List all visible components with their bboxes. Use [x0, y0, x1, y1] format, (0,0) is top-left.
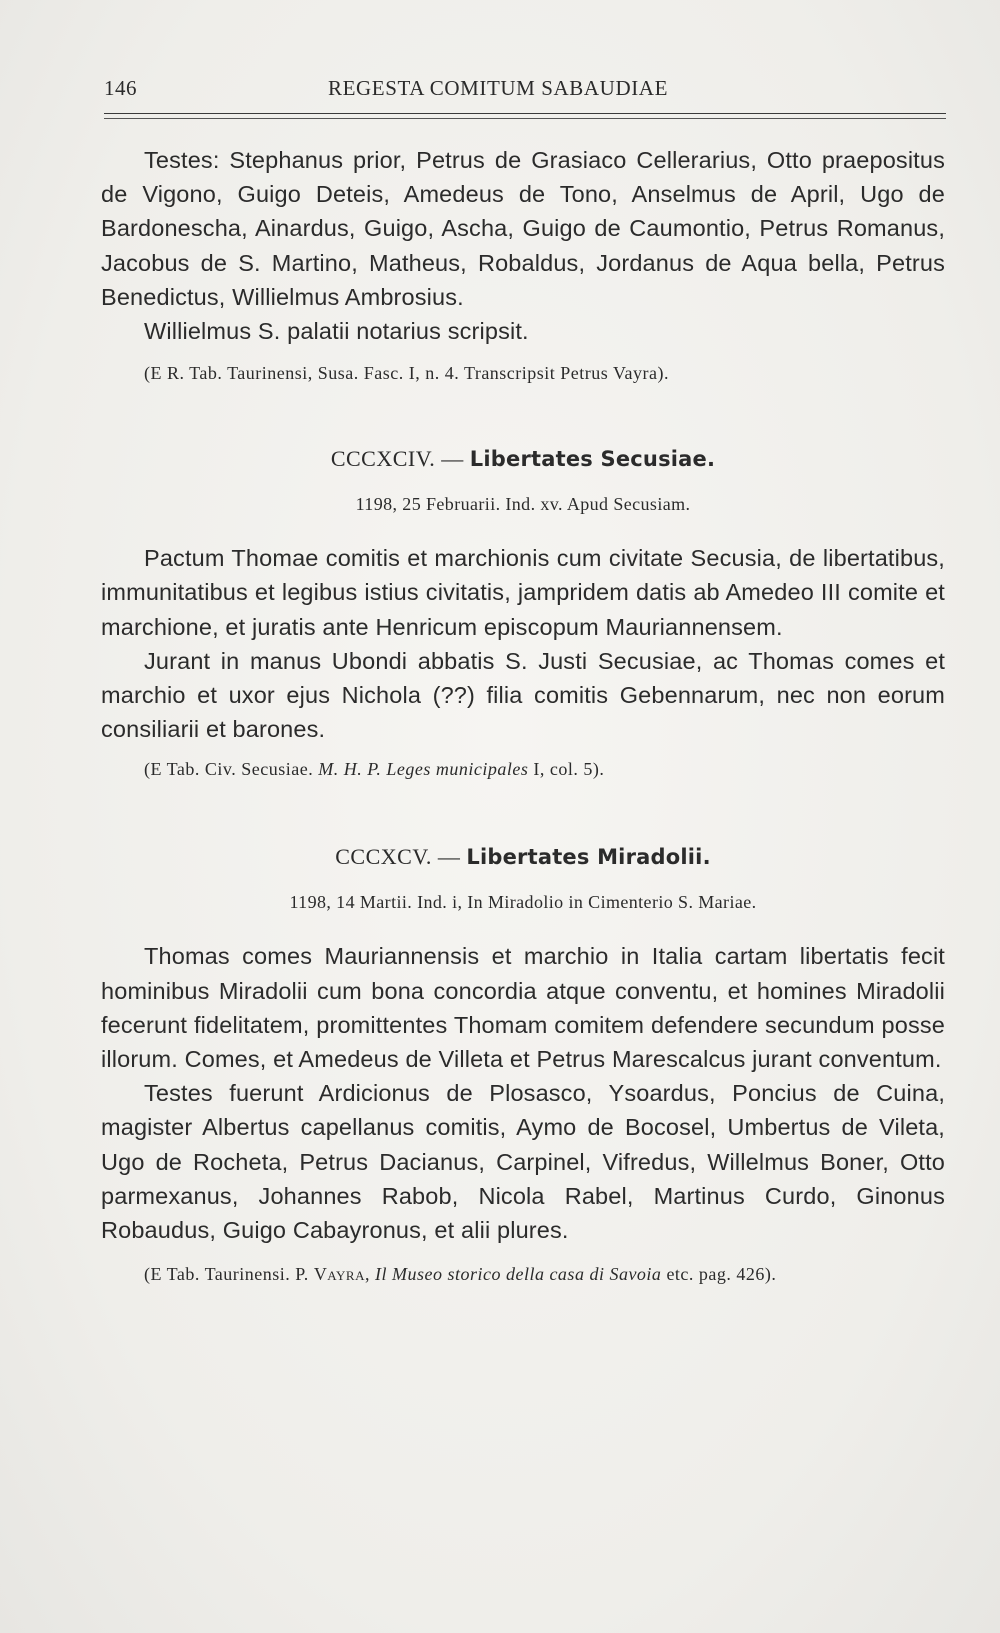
- notary-line: Willielmus S. palatii notarius scripsit.: [144, 318, 529, 345]
- charter-heading-394: [101, 446, 945, 472]
- source-suffix: I, col. 5).: [533, 759, 605, 780]
- charter-title: Libertates Miradolii.: [466, 845, 711, 870]
- heading-dash: —: [441, 446, 464, 472]
- source-prefix: (E Tab. Civ. Secusiae.: [144, 759, 314, 780]
- witness-list-paragraph: Testes: Stephanus prior, Petrus de Grasiaco Cellerarius, Otto praepositus de Vigono, Guigo Deteis, Amedeus de Tono, Anselmus de April, Ugo de Bardonescha, Ainardus, Guigo, Ascha, Guigo de Caumontio, Petrus Romanus, Jacobus de S. Martino, Matheus, Robaldus, Jordanus de Aqua bella, Petrus Benedictus, Willielmus Ambrosius.: [101, 147, 945, 310]
- source-work: Il Museo storico della casa di Savoia: [374, 1264, 662, 1285]
- charter-394-paragraph-2: Jurant in manus Ubondi abbatis S. Justi Secusiae, ac Thomas comes et marchio et uxor ejus Nichola (??) filia comitis Gebennarum, nec non eorum consiliarii et barones.: [101, 647, 945, 743]
- source-author: Vayra: [313, 1264, 365, 1285]
- source-suffix: etc. pag. 426).: [666, 1264, 777, 1285]
- charter-395-paragraph-2: Testes fuerunt Ardicionus de Plosasco, Ysoardus, Poncius de Cuina, magister Albertus capellanus comitis, Aymo de Bocosel, Umbertus de Vileta, Ugo de Rocheta, Petrus Dacianus, Carpinel, Vifredus, Willelmus Boner, Otto parmexanus, Johannes Rabob, Nicola Rabel, Martinus Curdo, Ginonus Robaudus, Guigo Cabayronus, et alii plures.: [101, 1080, 945, 1244]
- charter-dateline-395: 1198, 14 Martii. Ind. i, In Miradolio in Cimenterio S. Mariae.: [289, 892, 757, 913]
- page-header: [104, 76, 946, 106]
- page-body: [101, 143, 945, 1287]
- header-rule-secondary: [104, 118, 946, 119]
- charter-number: CCCXCIV.: [330, 446, 436, 472]
- charter-title: Libertates Secusiae.: [469, 447, 716, 472]
- page-number: 146: [104, 76, 137, 100]
- charter-dateline-394: 1198, 25 Februarii. Ind. xv. Apud Secusiam.: [355, 494, 691, 515]
- running-title: REGESTA COMITUM SABAUDIAE: [328, 76, 668, 100]
- source-note-395: (E Tab. Taurinensi. P. Vayra, Il Museo storico della casa di Savoia etc. pag. 426).: [144, 1264, 777, 1285]
- source-note-394: [101, 756, 945, 782]
- header-rule: [104, 113, 946, 114]
- charter-395-paragraph-1: Thomas comes Mauriannensis et marchio in Italia cartam libertatis fecit hominibus Miradolii cum bona concordia atque conventu, et homines Miradolii fecerunt fidelitatem, promittentes Thomam comitem defendere secundum posse illorum. Comes, et Amedeus de Villeta et Petrus Marescalcus jurant conventum.: [101, 943, 945, 1073]
- charter-number: CCCXCV.: [335, 844, 432, 870]
- charter-heading-395: [101, 844, 945, 870]
- heading-dash: —: [437, 844, 461, 870]
- source-collection: M. H. P. Leges municipales: [318, 759, 529, 780]
- source-prefix: (E Tab. Taurinensi. P.: [144, 1264, 309, 1285]
- charter-394-paragraph-1: Pactum Thomae comitis et marchionis cum civitate Secusia, de libertatibus, immunitatibus et legibus istius civitatis, jampridem datis ab Amedeo III comite et marchione, et juratis ante Henricum episcopum Mauriannensem.: [101, 545, 945, 640]
- source-note-top: (E R. Tab. Taurinensi, Susa. Fasc. I, n. 4. Transcripsit Petrus Vayra).: [144, 363, 669, 384]
